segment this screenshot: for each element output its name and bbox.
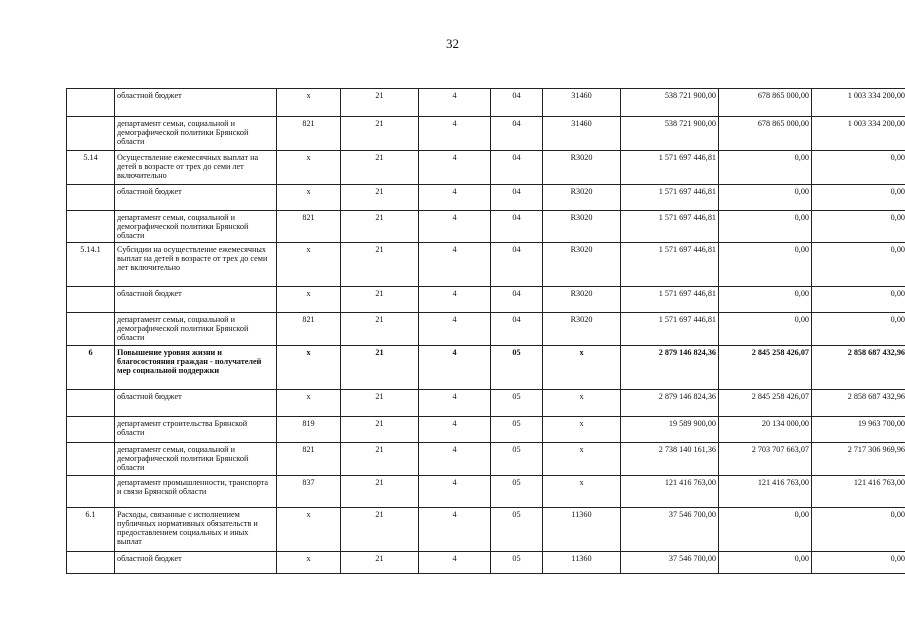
row-name: областной бюджет (115, 552, 277, 574)
amount-year-2: 2 845 258 426,07 (719, 390, 812, 417)
row-number: 6 (67, 346, 115, 390)
main-measure-code: 05 (491, 417, 543, 443)
subprogram-code: 4 (419, 443, 491, 476)
table-row (67, 117, 905, 151)
amount-year-3: 121 416 763,00 (812, 476, 905, 508)
ministry-code: x (277, 390, 341, 417)
state-program-code: 21 (341, 552, 419, 574)
row-name: областной бюджет (115, 390, 277, 417)
state-program-code: 21 (341, 89, 419, 117)
amount-year-1: 538 721 900,00 (621, 89, 719, 117)
ministry-code: x (277, 287, 341, 313)
main-measure-code: 04 (491, 185, 543, 211)
ministry-code: x (277, 346, 341, 390)
main-measure-code: 04 (491, 117, 543, 151)
ministry-code: x (277, 243, 341, 287)
subprogram-code: 4 (419, 346, 491, 390)
state-program-code: 21 (341, 443, 419, 476)
amount-year-1: 19 589 900,00 (621, 417, 719, 443)
row-number: 6.1 (67, 508, 115, 552)
row-number (67, 443, 115, 476)
state-program-code: 21 (341, 417, 419, 443)
subprogram-code: 4 (419, 390, 491, 417)
row-name: Повышение уровня жизни и благосостояния граждан - получателей мер социальной поддержки (115, 346, 277, 390)
row-name: Субсидии на осуществление ежемесячных выплат на детей в возрасте от трех до семи лет включительно (115, 243, 277, 287)
direction-code: x (543, 476, 621, 508)
row-name: областной бюджет (115, 185, 277, 211)
state-program-code: 21 (341, 476, 419, 508)
amount-year-1: 1 571 697 446,81 (621, 243, 719, 287)
amount-year-1: 37 546 700,00 (621, 552, 719, 574)
state-program-code: 21 (341, 211, 419, 243)
amount-year-1: 37 546 700,00 (621, 508, 719, 552)
table-row (67, 313, 905, 346)
subprogram-code: 4 (419, 185, 491, 211)
row-number (67, 476, 115, 508)
row-name: департамент семьи, социальной и демографической политики Брянской области (115, 117, 277, 151)
row-name: департамент семьи, социальной и демографической политики Брянской области (115, 313, 277, 346)
state-program-code: 21 (341, 185, 419, 211)
row-name: департамент промышленности, транспорта и связи Брянской области (115, 476, 277, 508)
direction-code: R3020 (543, 287, 621, 313)
amount-year-3: 0,00 (812, 211, 905, 243)
ministry-code: x (277, 151, 341, 185)
state-program-code: 21 (341, 390, 419, 417)
main-measure-code: 05 (491, 443, 543, 476)
amount-year-2: 2 703 707 663,07 (719, 443, 812, 476)
amount-year-2: 0,00 (719, 508, 812, 552)
table-body (67, 89, 905, 574)
state-program-code: 21 (341, 243, 419, 287)
table-row (67, 476, 905, 508)
amount-year-2: 0,00 (719, 185, 812, 211)
amount-year-3: 0,00 (812, 185, 905, 211)
amount-year-3: 2 858 687 432,96 (812, 390, 905, 417)
amount-year-2: 0,00 (719, 211, 812, 243)
amount-year-1: 2 879 146 824,36 (621, 390, 719, 417)
amount-year-2: 0,00 (719, 552, 812, 574)
main-measure-code: 05 (491, 552, 543, 574)
amount-year-2: 678 865 000,00 (719, 89, 812, 117)
main-measure-code: 05 (491, 390, 543, 417)
direction-code: R3020 (543, 185, 621, 211)
amount-year-3: 2 858 687 432,96 (812, 346, 905, 390)
row-number: 5.14.1 (67, 243, 115, 287)
amount-year-2: 2 845 258 426,07 (719, 346, 812, 390)
amount-year-2: 0,00 (719, 313, 812, 346)
state-program-code: 21 (341, 313, 419, 346)
subprogram-code: 4 (419, 287, 491, 313)
ministry-code: 821 (277, 313, 341, 346)
main-measure-code: 05 (491, 346, 543, 390)
table-row (67, 287, 905, 313)
main-measure-code: 04 (491, 243, 543, 287)
table-row (67, 552, 905, 574)
main-measure-code: 04 (491, 211, 543, 243)
row-name: Осуществление ежемесячных выплат на детей в возрасте от трех до семи лет включительно (115, 151, 277, 185)
state-program-code: 21 (341, 346, 419, 390)
ministry-code: x (277, 552, 341, 574)
amount-year-3: 0,00 (812, 552, 905, 574)
direction-code: 31460 (543, 89, 621, 117)
table-row (67, 185, 905, 211)
row-name: департамент семьи, социальной и демографической политики Брянской области (115, 443, 277, 476)
direction-code: x (543, 346, 621, 390)
state-program-code: 21 (341, 287, 419, 313)
row-number: 5.14 (67, 151, 115, 185)
amount-year-2: 0,00 (719, 151, 812, 185)
row-name: департамент строительства Брянской области (115, 417, 277, 443)
ministry-code: 821 (277, 211, 341, 243)
amount-year-1: 2 738 140 161,36 (621, 443, 719, 476)
row-number (67, 390, 115, 417)
ministry-code: x (277, 89, 341, 117)
table-row (67, 443, 905, 476)
direction-code: x (543, 390, 621, 417)
main-measure-code: 04 (491, 287, 543, 313)
direction-code: R3020 (543, 243, 621, 287)
amount-year-3: 2 717 306 969,96 (812, 443, 905, 476)
budget-table (66, 88, 905, 574)
amount-year-1: 1 571 697 446,81 (621, 211, 719, 243)
row-name: департамент семьи, социальной и демографической политики Брянской области (115, 211, 277, 243)
ministry-code: 821 (277, 443, 341, 476)
main-measure-code: 05 (491, 476, 543, 508)
amount-year-1: 2 879 146 824,36 (621, 346, 719, 390)
main-measure-code: 04 (491, 89, 543, 117)
table-row (67, 390, 905, 417)
amount-year-2: 121 416 763,00 (719, 476, 812, 508)
subprogram-code: 4 (419, 117, 491, 151)
direction-code: 11360 (543, 508, 621, 552)
amount-year-3: 0,00 (812, 151, 905, 185)
amount-year-2: 20 134 000,00 (719, 417, 812, 443)
table-row (67, 89, 905, 117)
row-number (67, 313, 115, 346)
row-number (67, 117, 115, 151)
subprogram-code: 4 (419, 151, 491, 185)
ministry-code: 821 (277, 117, 341, 151)
table-row (67, 211, 905, 243)
subprogram-code: 4 (419, 243, 491, 287)
direction-code: R3020 (543, 313, 621, 346)
state-program-code: 21 (341, 117, 419, 151)
ministry-code: x (277, 508, 341, 552)
table-row (67, 243, 905, 287)
amount-year-1: 1 571 697 446,81 (621, 313, 719, 346)
table-row (67, 508, 905, 552)
amount-year-2: 678 865 000,00 (719, 117, 812, 151)
row-number (67, 552, 115, 574)
main-measure-code: 05 (491, 508, 543, 552)
row-number (67, 287, 115, 313)
subprogram-code: 4 (419, 508, 491, 552)
row-name: Расходы, связанные с исполнением публичных нормативных обязательств и предоставлением социальных и иных выплат (115, 508, 277, 552)
table-row (67, 346, 905, 390)
subprogram-code: 4 (419, 89, 491, 117)
row-name: областной бюджет (115, 287, 277, 313)
direction-code: 31460 (543, 117, 621, 151)
direction-code: 11360 (543, 552, 621, 574)
amount-year-3: 19 963 700,00 (812, 417, 905, 443)
amount-year-3: 0,00 (812, 313, 905, 346)
direction-code: x (543, 443, 621, 476)
row-number (67, 417, 115, 443)
amount-year-1: 1 571 697 446,81 (621, 287, 719, 313)
subprogram-code: 4 (419, 552, 491, 574)
ministry-code: x (277, 185, 341, 211)
amount-year-1: 538 721 900,00 (621, 117, 719, 151)
subprogram-code: 4 (419, 476, 491, 508)
table-row (67, 151, 905, 185)
amount-year-1: 1 571 697 446,81 (621, 185, 719, 211)
amount-year-3: 0,00 (812, 243, 905, 287)
main-measure-code: 04 (491, 313, 543, 346)
ministry-code: 837 (277, 476, 341, 508)
amount-year-1: 1 571 697 446,81 (621, 151, 719, 185)
row-number (67, 89, 115, 117)
ministry-code: 819 (277, 417, 341, 443)
amount-year-1: 121 416 763,00 (621, 476, 719, 508)
amount-year-2: 0,00 (719, 287, 812, 313)
row-name: областной бюджет (115, 89, 277, 117)
subprogram-code: 4 (419, 211, 491, 243)
state-program-code: 21 (341, 508, 419, 552)
direction-code: R3020 (543, 151, 621, 185)
amount-year-3: 0,00 (812, 508, 905, 552)
row-number (67, 211, 115, 243)
amount-year-3: 1 003 334 200,00 (812, 117, 905, 151)
amount-year-3: 0,00 (812, 287, 905, 313)
table-row (67, 417, 905, 443)
page-number: 32 (446, 36, 459, 51)
subprogram-code: 4 (419, 313, 491, 346)
direction-code: R3020 (543, 211, 621, 243)
main-measure-code: 04 (491, 151, 543, 185)
direction-code: x (543, 417, 621, 443)
row-number (67, 185, 115, 211)
amount-year-3: 1 003 334 200,00 (812, 89, 905, 117)
state-program-code: 21 (341, 151, 419, 185)
amount-year-2: 0,00 (719, 243, 812, 287)
subprogram-code: 4 (419, 417, 491, 443)
